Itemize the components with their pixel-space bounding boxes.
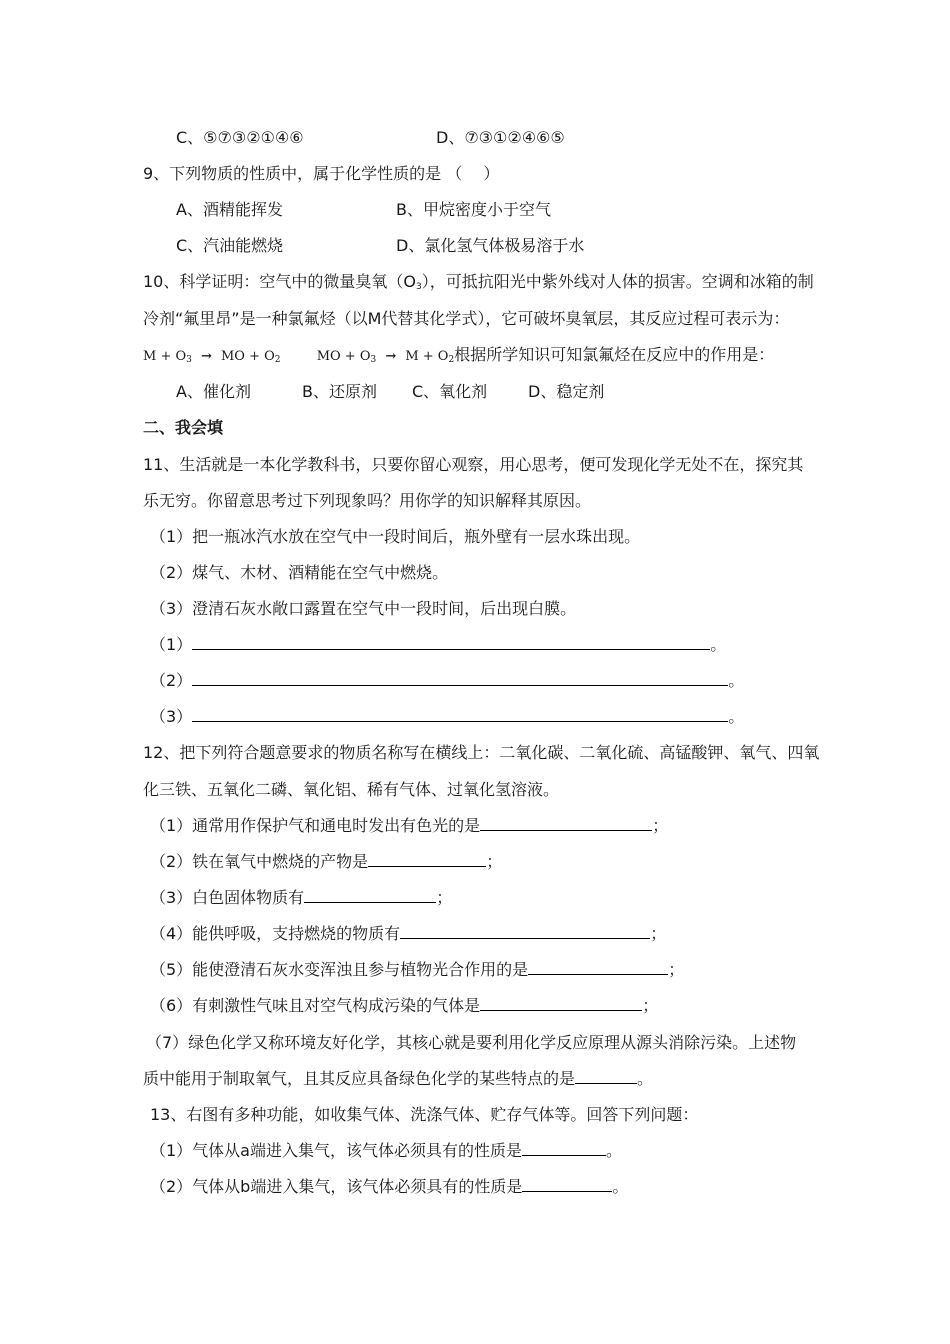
q11-answer-3-label: （3） xyxy=(150,707,193,726)
eq1-arrow: → xyxy=(200,349,212,364)
q10-line-1-end: ），可抵抗阳光中紫外线对人体的损害。空调和冰箱的制 xyxy=(421,272,814,291)
q10-line-3-tail: 根据所学知识可知氯氟烃在反应中的作用是： xyxy=(454,345,775,364)
q8-option-c: C、⑤⑦③②①④⑥ xyxy=(176,128,304,147)
q11-answer-3-period: 。 xyxy=(728,707,745,726)
q11-answer-1-label: （1） xyxy=(150,635,193,654)
q12-item-5 xyxy=(150,960,684,980)
q12-line-1: 12、把下列符合题意要求的物质名称写在横线上：二氧化碳、二氧化硫、高锰酸钾、氧气、四氧 xyxy=(143,743,820,762)
q11-answer-3 xyxy=(150,707,744,727)
q12-item-3-text: （3）白色固体物质有 xyxy=(150,888,305,907)
q12-item-4-text: （4）能供呼吸，支持燃烧的物质有 xyxy=(150,924,401,943)
eq1-products: MO + $O_2$ xyxy=(220,349,281,365)
q11-item-3: （3）澄清石灰水敞口露置在空气中一段时间，后出现白膜。 xyxy=(150,599,577,618)
q9-option-c: C、汽油能燃烧 xyxy=(176,236,284,255)
q13-item-1-period: 。 xyxy=(606,1141,623,1160)
q10-option-a: A、催化剂 xyxy=(176,382,251,401)
q11-answer-2-period: 。 xyxy=(728,671,745,690)
q12-item-3-blank[interactable] xyxy=(304,888,436,903)
q12-line-2: 化三铁、五氧化二磷、氧化铝、稀有气体、过氧化氢溶液。 xyxy=(143,780,560,799)
q12-item-1-text: （1）通常用作保护气和通电时发出有色光的是 xyxy=(150,816,481,835)
q13-stem: 13、右图有多种功能，如收集气体、洗涤气体、贮存气体等。回答下列问题： xyxy=(150,1105,699,1124)
eq2-reactants: MO + $O_3$ xyxy=(316,349,377,365)
q12-item-6 xyxy=(150,996,658,1016)
q13-item-1-text: （1）气体从a端进入集气，该气体必须具有的性质是 xyxy=(150,1141,522,1160)
q13-item-1-blank[interactable] xyxy=(522,1141,606,1156)
q11-line-1: 11、生活就是一本化学教科书，只要你留心观察，用心思考，便可发现化学无处不在，探究其 xyxy=(143,455,804,474)
q12-item-5-blank[interactable] xyxy=(528,960,668,975)
q10-line-1-sub: 3 xyxy=(415,282,422,292)
q9-option-b: B、甲烷密度小于空气 xyxy=(396,200,551,219)
q10-option-b: B、还原剂 xyxy=(302,382,377,401)
q12-item-2-blank[interactable] xyxy=(368,852,486,867)
q12-item-3-semicolon: ； xyxy=(436,888,453,907)
eq2-products: $M + O_2$ xyxy=(405,349,455,365)
q8-option-d: D、⑦③①②④⑥⑤ xyxy=(436,128,565,147)
q12-item-5-semicolon: ； xyxy=(668,960,685,979)
q12-item-7-line-1: （7）绿色化学又称环境友好化学，其核心就是要利用化学反应原理从源头消除污染。上述物 xyxy=(146,1033,797,1052)
q12-item-2-semicolon: ； xyxy=(486,852,503,871)
q10-line-1 xyxy=(143,272,814,297)
q13-item-2 xyxy=(150,1177,628,1197)
q11-line-2: 乐无穷。你留意思考过下列现象吗？用你学的知识解释其原因。 xyxy=(143,491,592,510)
q13-item-1 xyxy=(150,1141,622,1161)
q10-line-1-text: 10、科学证明：空气中的微量臭氧（O xyxy=(143,272,416,291)
q12-item-6-semicolon: ； xyxy=(642,996,659,1015)
q12-item-2-text: （2）铁在氧气中燃烧的产物是 xyxy=(150,852,369,871)
q12-item-1-semicolon: ； xyxy=(652,816,669,835)
eq1-reactants: $M + O_3$ xyxy=(143,349,192,365)
q12-item-4-semicolon: ； xyxy=(650,924,667,943)
q12-item-7-text: 质中能用于制取氧气，且其反应具备绿色化学的某些特点的是 xyxy=(143,1069,576,1088)
q11-answer-2-blank[interactable] xyxy=(192,671,728,686)
q11-item-2: （2）煤气、木材、酒精能在空气中燃烧。 xyxy=(150,563,449,582)
q11-item-1: （1）把一瓶冰汽水放在空气中一段时间后，瓶外壁有一层水珠出现。 xyxy=(150,527,641,546)
q11-answer-2-label: （2） xyxy=(150,671,193,690)
q9-option-d: D、氯化氢气体极易溶于水 xyxy=(396,236,585,255)
q9-stem: 9、下列物质的性质中，属于化学性质的是 （ ） xyxy=(143,164,500,183)
q12-item-7-line-2 xyxy=(143,1069,653,1089)
q12-item-1-blank[interactable] xyxy=(480,816,652,831)
q10-option-d: D、稳定剂 xyxy=(528,382,605,401)
q12-item-6-blank[interactable] xyxy=(480,996,642,1011)
q9-option-a: A、酒精能挥发 xyxy=(176,200,283,219)
q13-item-2-blank[interactable] xyxy=(522,1177,612,1192)
q12-item-3 xyxy=(150,888,452,908)
q12-item-7-blank[interactable] xyxy=(575,1069,637,1084)
q13-item-2-period: 。 xyxy=(612,1177,629,1196)
q11-answer-3-blank[interactable] xyxy=(192,707,728,722)
section-title: 二、我会填 xyxy=(143,418,224,437)
q12-item-4-blank[interactable] xyxy=(400,924,650,939)
q10-line-2: 冷剂“氟里昂”是一种氯氟烃（以M代替其化学式），它可破坏臭氧层，其反应过程可表示为： xyxy=(143,309,790,328)
q11-answer-1-period: 。 xyxy=(710,635,727,654)
q10-option-c: C、氧化剂 xyxy=(412,382,488,401)
q11-answer-2 xyxy=(150,671,744,691)
q12-item-5-text: （5）能使澄清石灰水变浑浊且参与植物光合作用的是 xyxy=(150,960,529,979)
q12-item-6-text: （6）有刺激性气味且对空气构成污染的气体是 xyxy=(150,996,481,1015)
q11-answer-1 xyxy=(150,635,726,655)
q12-item-4 xyxy=(150,924,666,944)
eq2-arrow: → xyxy=(385,349,397,364)
q13-item-2-text: （2）气体从b端进入集气，该气体必须具有的性质是 xyxy=(150,1177,523,1196)
q11-answer-1-blank[interactable] xyxy=(192,635,710,650)
q12-item-2 xyxy=(150,852,502,872)
q10-equations xyxy=(143,345,774,370)
q12-item-7-period: 。 xyxy=(637,1069,654,1088)
q12-item-1 xyxy=(150,816,668,836)
